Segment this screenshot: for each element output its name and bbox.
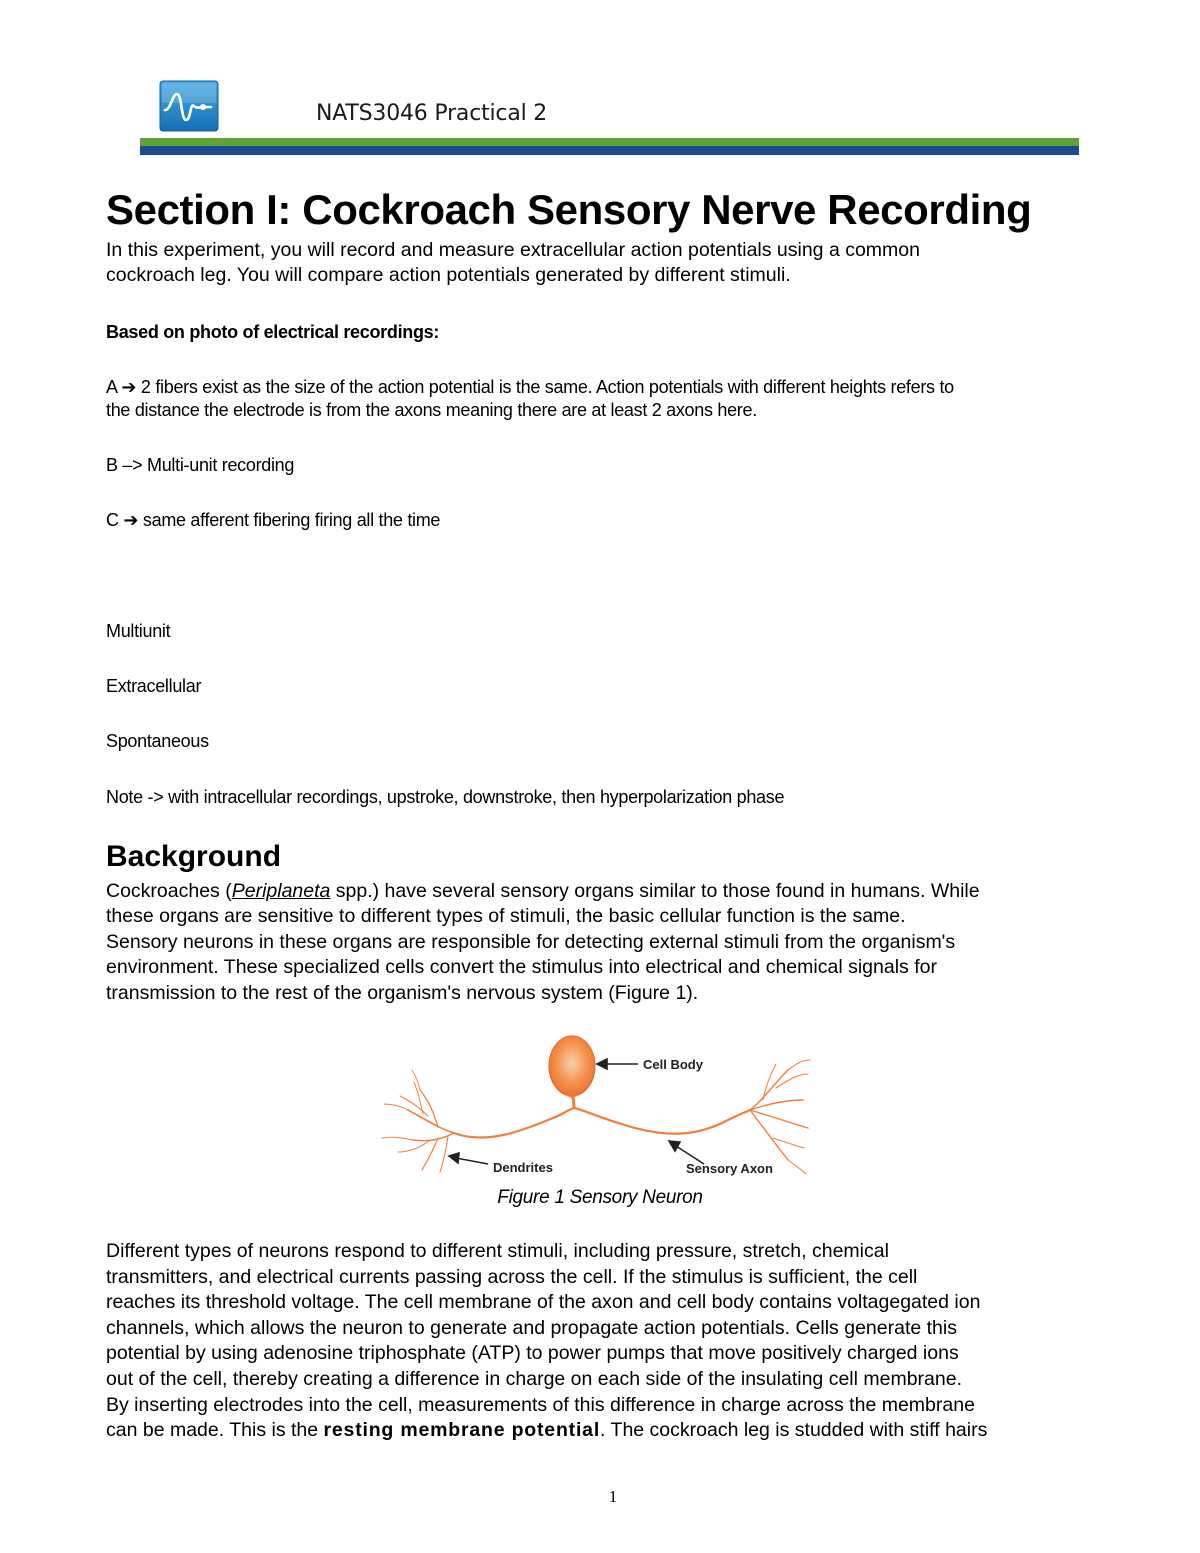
note-multiunit: Multiunit	[106, 621, 171, 641]
note-c	[106, 509, 1096, 532]
right-arrow-icon: ➔	[121, 377, 137, 397]
bg-p1-line-4: environment. These specialized cells convert the stimulus into electrical and chemical signals for	[106, 956, 937, 978]
bg-p2-line-2: transmitters, and electrical currents passing across the cell. If the stimulus is sufficient, the cell	[106, 1266, 918, 1288]
note-c-text: same afferent fibering firing all the time	[138, 510, 441, 530]
bg-p2-line-3: reaches its threshold voltage. The cell membrane of the axon and cell body contains voltagegated ion	[106, 1291, 981, 1313]
note-c-prefix: C	[106, 510, 124, 530]
intro-line-2: cockroach leg. You will compare action potentials generated by different stimuli.	[106, 264, 791, 286]
bg-p2-line-5: potential by using adenosine triphosphate (ATP) to power pumps that move positively charged ions	[106, 1342, 959, 1364]
note-a-line-2: the distance the electrode is from the axons meaning there are at least 2 axons here.	[106, 400, 757, 420]
bg-p2-line-4: channels, which allows the neuron to generate and propagate action potentials. Cells generate this	[106, 1317, 957, 1339]
bg-p1-line-2: these organs are sensitive to different types of stimuli, the basic cellular function is the same.	[106, 905, 906, 927]
header-blue-band	[140, 146, 1079, 155]
bg-p2-line-1: Different types of neurons respond to different stimuli, including pressure, stretch, chemical	[106, 1240, 889, 1262]
bg-p1-line-5: transmission to the rest of the organism's nervous system (Figure 1).	[106, 982, 699, 1004]
genus-name: Periplaneta	[231, 880, 331, 902]
header-title: NATS3046 Practical 2	[316, 101, 548, 126]
bg-p2-line-6: out of the cell, thereby creating a difference in charge on each side of the insulating cell membrane.	[106, 1368, 962, 1390]
page-number: 1	[608, 1487, 618, 1506]
note-a-prefix: A	[106, 377, 122, 397]
bg-p1-text: Cockroaches (	[106, 880, 232, 902]
right-arrow-icon: ➔	[123, 510, 139, 530]
bg-p2-text: . The cockroach leg is studded with stiff hairs	[600, 1419, 988, 1441]
bg-p2-text: can be made. This is the	[106, 1419, 324, 1441]
bg-p1-line-3: Sensory neurons in these organs are responsible for detecting external stimuli from the organism's	[106, 931, 956, 953]
sensory-neuron-figure	[378, 1030, 824, 1180]
intro-line-1: In this experiment, you will record and measure extracellular action potentials using a common	[106, 239, 920, 261]
sensory-axon-label: Sensory Axon	[686, 1161, 773, 1176]
section-title: Section I: Cockroach Sensory Nerve Recording	[106, 186, 1032, 233]
note-a-text: 2 fibers exist as the size of the action potential is the same. Action potentials with different heights refers to	[136, 377, 954, 397]
dendrites-label: Dendrites	[493, 1160, 553, 1175]
note-extracellular: Extracellular	[106, 676, 202, 696]
notes-heading: Based on photo of electrical recordings:	[106, 322, 440, 342]
note-a-line-1	[106, 376, 1096, 399]
cell-body-label: Cell Body	[643, 1057, 703, 1072]
header-green-band	[140, 138, 1079, 146]
bg-p2-line-8	[106, 1418, 1086, 1444]
bg-p2-line-7: By inserting electrodes into the cell, measurements of this difference in charge across the membrane	[106, 1394, 975, 1416]
note-intracellular: Note -> with intracellular recordings, upstroke, downstroke, then hyperpolarization phase	[106, 787, 785, 807]
waveform-logo-icon	[159, 80, 219, 132]
bg-p1-line-1	[106, 879, 1086, 905]
note-spontaneous: Spontaneous	[106, 731, 209, 751]
bg-p1-text: spp.) have several sensory organs similar to those found in humans. While	[330, 880, 980, 902]
note-b: B –> Multi-unit recording	[106, 455, 295, 475]
background-heading: Background	[106, 840, 282, 873]
figure-caption: Figure 1 Sensory Neuron	[497, 1187, 703, 1208]
resting-membrane-potential-term: resting membrane potential	[323, 1419, 601, 1441]
